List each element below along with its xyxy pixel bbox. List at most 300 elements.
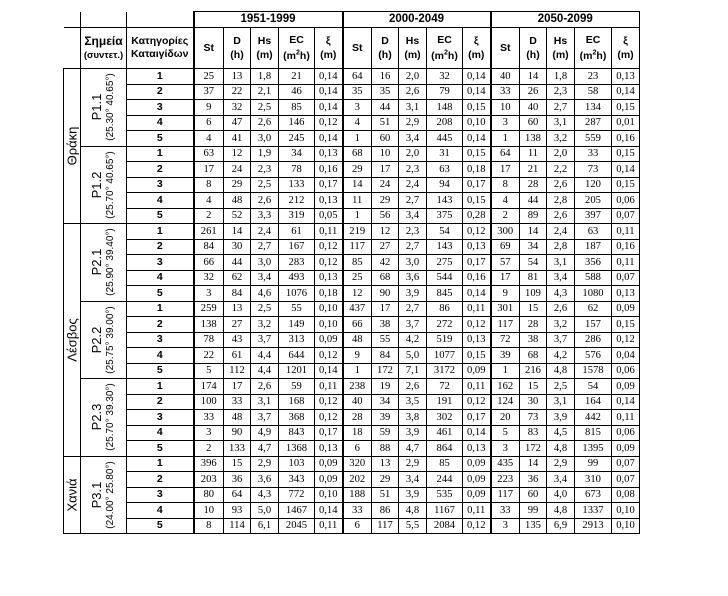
value-ec-p3: 1337	[575, 503, 612, 519]
value-ec-p1: 149	[279, 317, 315, 333]
col-header-hs-unit: (m)	[404, 49, 421, 61]
value-d-p1: 14	[224, 224, 251, 240]
value-d-p2: 27	[372, 239, 399, 255]
value-st-p2: 48	[343, 332, 372, 348]
value-ec-p2: 3172	[427, 363, 463, 379]
value-d-p1: 133	[224, 441, 251, 457]
value-ec-p3: 588	[575, 270, 612, 286]
value-hs-p1: 3,7	[251, 410, 279, 426]
value-hs-p3: 3,4	[547, 472, 575, 488]
value-st-p3: 64	[491, 146, 520, 162]
col-header-d-unit: (h)	[378, 49, 392, 61]
value-xi-p2: 0,14	[463, 84, 491, 100]
value-ec-p1: 313	[279, 332, 315, 348]
value-ec-p2: 63	[427, 162, 463, 178]
value-d-p1: 22	[224, 84, 251, 100]
value-xi-p1: 0,05	[315, 208, 343, 224]
value-ec-p1: 46	[279, 84, 315, 100]
value-hs-p3: 2,8	[547, 239, 575, 255]
value-xi-p1: 0,09	[315, 456, 343, 472]
category-cell: 2	[127, 317, 194, 333]
value-st-p2: 219	[343, 224, 372, 240]
value-d-p1: 114	[224, 518, 251, 534]
value-d-p3: 21	[520, 162, 547, 178]
value-xi-p3: 0,07	[612, 472, 640, 488]
col-header-d	[372, 28, 399, 69]
value-d-p2: 51	[372, 487, 399, 503]
value-d-p3: 54	[520, 255, 547, 271]
value-ec-p3: 815	[575, 425, 612, 441]
value-ec-p1: 1076	[279, 286, 315, 302]
value-hs-p2: 2,9	[399, 115, 427, 131]
value-ec-p2: 375	[427, 208, 463, 224]
value-ec-p3: 134	[575, 100, 612, 116]
ec-unit-pre: (m	[579, 50, 593, 63]
value-xi-p1: 0,13	[315, 193, 343, 209]
point-coordinates: (24.00° 25.80°)	[104, 461, 116, 529]
value-hs-p3: 2,6	[547, 208, 575, 224]
value-st-p2: 3	[343, 100, 372, 116]
value-ec-p2: 31	[427, 146, 463, 162]
value-hs-p1: 3,3	[251, 208, 279, 224]
value-st-p1: 8	[194, 177, 224, 193]
value-ec-p3: 99	[575, 456, 612, 472]
value-hs-p1: 4,6	[251, 286, 279, 302]
point-coordinates: (25.70° 39.30°)	[104, 383, 116, 451]
table-row	[64, 193, 640, 209]
col-header-st	[491, 28, 520, 69]
value-ec-p3: 287	[575, 115, 612, 131]
value-st-p2: 35	[343, 84, 372, 100]
value-hs-p3: 3,4	[547, 270, 575, 286]
value-xi-p2: 0,12	[463, 518, 491, 534]
value-ec-p2: 79	[427, 84, 463, 100]
value-hs-p2: 2,0	[399, 146, 427, 162]
value-ec-p1: 34	[279, 146, 315, 162]
value-hs-p2: 2,7	[399, 239, 427, 255]
value-d-p3: 14	[520, 456, 547, 472]
value-st-p1: 84	[194, 239, 224, 255]
value-d-p3: 60	[520, 115, 547, 131]
value-ec-p2: 86	[427, 301, 463, 317]
value-hs-p3: 2,5	[547, 379, 575, 395]
value-ec-p3: 33	[575, 146, 612, 162]
value-st-p2: 238	[343, 379, 372, 395]
value-hs-p1: 3,1	[251, 394, 279, 410]
value-xi-p1: 0,13	[315, 441, 343, 457]
table-row	[64, 162, 640, 178]
value-d-p2: 59	[372, 425, 399, 441]
value-d-p3: 44	[520, 193, 547, 209]
value-ec-p3: 63	[575, 224, 612, 240]
value-xi-p3: 0,15	[612, 317, 640, 333]
col-header-d-unit: (h)	[526, 49, 540, 61]
category-cell: 5	[127, 286, 194, 302]
value-st-p2: 12	[343, 286, 372, 302]
category-cell: 3	[127, 100, 194, 116]
value-ec-p3: 673	[575, 487, 612, 503]
value-hs-p3: 6,9	[547, 518, 575, 534]
col-header-hs	[399, 28, 427, 69]
col-header-xi-label: ξ	[623, 35, 628, 47]
value-st-p2: 320	[343, 456, 372, 472]
value-ec-p3: 1080	[575, 286, 612, 302]
value-d-p2: 84	[372, 348, 399, 364]
value-xi-p3: 0,11	[612, 410, 640, 426]
point-cell	[81, 69, 127, 147]
value-st-p3: 57	[491, 255, 520, 271]
value-d-p1: 90	[224, 425, 251, 441]
value-hs-p1: 4,4	[251, 348, 279, 364]
value-st-p1: 10	[194, 503, 224, 519]
value-d-p3: 34	[520, 239, 547, 255]
value-xi-p2: 0,17	[463, 255, 491, 271]
value-xi-p3: 0,06	[612, 425, 640, 441]
value-hs-p3: 1,8	[547, 69, 575, 85]
point-label	[90, 151, 118, 219]
value-hs-p2: 4,7	[399, 441, 427, 457]
value-xi-p2: 0,10	[463, 115, 491, 131]
value-st-p3: 301	[491, 301, 520, 317]
value-hs-p3: 4,0	[547, 487, 575, 503]
value-xi-p3: 0,12	[612, 332, 640, 348]
value-st-p1: 259	[194, 301, 224, 317]
point-name: P3.1	[88, 481, 104, 509]
value-d-p1: 112	[224, 363, 251, 379]
value-st-p2: 188	[343, 487, 372, 503]
value-xi-p2: 0,14	[463, 286, 491, 302]
value-xi-p2: 0,14	[463, 131, 491, 147]
value-ec-p3: 286	[575, 332, 612, 348]
value-xi-p2: 0,12	[463, 224, 491, 240]
value-st-p3: 8	[491, 177, 520, 193]
value-xi-p3: 0,01	[612, 115, 640, 131]
value-xi-p3: 0,10	[612, 503, 640, 519]
value-hs-p1: 3,6	[251, 472, 279, 488]
point-label	[90, 229, 118, 297]
point-cell	[81, 379, 127, 457]
value-xi-p1: 0,12	[315, 115, 343, 131]
value-ec-p2: 445	[427, 131, 463, 147]
col-header-st-label: St	[500, 42, 511, 54]
value-d-p1: 64	[224, 487, 251, 503]
table-row	[64, 503, 640, 519]
value-d-p1: 17	[224, 379, 251, 395]
col-header-xi	[315, 28, 343, 69]
table-row	[64, 255, 640, 271]
value-hs-p1: 2,9	[251, 456, 279, 472]
value-st-p1: 80	[194, 487, 224, 503]
value-hs-p1: 2,1	[251, 84, 279, 100]
period-header-2: 2000-2049	[343, 12, 491, 28]
point-name: P2.3	[88, 403, 104, 431]
table-row	[64, 363, 640, 379]
value-xi-p3: 0,15	[612, 100, 640, 116]
col-header-hs-unit: (m)	[552, 49, 569, 61]
value-ec-p2: 143	[427, 239, 463, 255]
value-ec-p1: 843	[279, 425, 315, 441]
point-coordinates: (25.70° 40.65°)	[104, 151, 116, 219]
value-xi-p2: 0,12	[463, 317, 491, 333]
col-header-d	[224, 28, 251, 69]
table-row	[64, 425, 640, 441]
value-xi-p1: 0,09	[315, 332, 343, 348]
value-d-p3: 60	[520, 487, 547, 503]
value-xi-p3: 0,11	[612, 224, 640, 240]
ec-unit-pre: (m	[431, 50, 444, 63]
value-ec-p2: 535	[427, 487, 463, 503]
value-hs-p1: 4,7	[251, 441, 279, 457]
value-st-p3: 20	[491, 410, 520, 426]
value-d-p2: 88	[372, 441, 399, 457]
col-header-st-label: St	[352, 42, 363, 54]
value-d-p3: 30	[520, 394, 547, 410]
stations-header	[81, 28, 127, 69]
table-row	[64, 69, 640, 85]
table-row	[64, 84, 640, 100]
value-ec-p2: 1167	[427, 503, 463, 519]
value-d-p2: 38	[372, 317, 399, 333]
value-ec-p2: 208	[427, 115, 463, 131]
value-st-p1: 5	[194, 363, 224, 379]
value-xi-p3: 0,07	[612, 270, 640, 286]
region-cell	[64, 69, 81, 224]
value-st-p1: 6	[194, 115, 224, 131]
value-xi-p2: 0,13	[463, 239, 491, 255]
col-header-d	[520, 28, 547, 69]
value-hs-p1: 4,3	[251, 487, 279, 503]
value-hs-p3: 3,1	[547, 394, 575, 410]
value-xi-p3: 0,09	[612, 301, 640, 317]
value-st-p2: 1	[343, 208, 372, 224]
table-row	[64, 379, 640, 395]
value-d-p3: 15	[520, 379, 547, 395]
column-header-row	[64, 28, 640, 69]
value-xi-p1: 0,10	[315, 301, 343, 317]
col-header-ec-label: EC	[437, 33, 452, 46]
value-hs-p1: 3,2	[251, 317, 279, 333]
value-xi-p1: 0,12	[315, 348, 343, 364]
value-st-p3: 162	[491, 379, 520, 395]
value-xi-p2: 0,14	[463, 425, 491, 441]
value-hs-p2: 5,5	[399, 518, 427, 534]
value-xi-p2: 0,15	[463, 193, 491, 209]
col-header-ec-label: EC	[585, 33, 601, 46]
value-hs-p2: 2,6	[399, 379, 427, 395]
value-ec-p2: 845	[427, 286, 463, 302]
value-d-p1: 32	[224, 100, 251, 116]
value-st-p1: 8	[194, 518, 224, 534]
corner-blank-4	[64, 28, 81, 69]
table-row	[64, 301, 640, 317]
corner-blank-3	[127, 12, 194, 28]
value-d-p2: 10	[372, 146, 399, 162]
point-coordinates: (25.90° 39.40°)	[104, 228, 116, 296]
value-hs-p1: 2,5	[251, 100, 279, 116]
value-st-p2: 68	[343, 146, 372, 162]
point-cell	[81, 224, 127, 302]
value-hs-p2: 5,0	[399, 348, 427, 364]
value-d-p3: 14	[520, 224, 547, 240]
value-xi-p3: 0,07	[612, 208, 640, 224]
value-hs-p2: 3,4	[399, 131, 427, 147]
value-st-p2: 29	[343, 162, 372, 178]
value-hs-p1: 3,4	[251, 270, 279, 286]
value-st-p1: 138	[194, 317, 224, 333]
value-hs-p3: 4,8	[547, 363, 575, 379]
value-ec-p3: 23	[575, 69, 612, 85]
table-row	[64, 177, 640, 193]
region-cell	[64, 224, 81, 457]
category-cell: 4	[127, 115, 194, 131]
value-d-p1: 13	[224, 69, 251, 85]
value-ec-p3: 120	[575, 177, 612, 193]
value-hs-p1: 3,0	[251, 131, 279, 147]
value-xi-p2: 0,28	[463, 208, 491, 224]
table-row	[64, 286, 640, 302]
value-d-p2: 17	[372, 162, 399, 178]
category-cell: 3	[127, 487, 194, 503]
value-xi-p2: 0,09	[463, 487, 491, 503]
category-cell: 4	[127, 270, 194, 286]
value-st-p2: 6	[343, 518, 372, 534]
value-st-p2: 64	[343, 69, 372, 85]
col-header-ec	[575, 28, 612, 69]
value-d-p1: 93	[224, 503, 251, 519]
value-ec-p2: 2084	[427, 518, 463, 534]
point-cell	[81, 146, 127, 224]
value-xi-p3: 0,04	[612, 348, 640, 364]
col-header-d-label: D	[233, 35, 241, 47]
value-d-p3: 11	[520, 146, 547, 162]
value-xi-p1: 0,11	[315, 224, 343, 240]
point-label	[90, 461, 118, 529]
value-hs-p2: 2,7	[399, 193, 427, 209]
col-header-d-label: D	[381, 35, 389, 47]
value-st-p3: 9	[491, 286, 520, 302]
value-ec-p3: 442	[575, 410, 612, 426]
col-header-ec	[279, 28, 315, 69]
value-st-p2: 9	[343, 348, 372, 364]
category-cell: 4	[127, 425, 194, 441]
value-hs-p1: 3,0	[251, 255, 279, 271]
value-d-p2: 51	[372, 115, 399, 131]
period-header-row	[64, 12, 640, 28]
value-ec-p2: 54	[427, 224, 463, 240]
value-d-p3: 36	[520, 472, 547, 488]
value-st-p3: 435	[491, 456, 520, 472]
category-cell: 4	[127, 193, 194, 209]
value-ec-p3: 1395	[575, 441, 612, 457]
value-d-p2: 55	[372, 332, 399, 348]
value-st-p2: 437	[343, 301, 372, 317]
value-hs-p1: 2,7	[251, 239, 279, 255]
value-st-p3: 1	[491, 131, 520, 147]
value-d-p1: 13	[224, 301, 251, 317]
value-ec-p3: 54	[575, 379, 612, 395]
table-row	[64, 224, 640, 240]
stations-header-sub: (συντετ.)	[83, 49, 124, 61]
value-hs-p3: 3,2	[547, 317, 575, 333]
value-ec-p1: 78	[279, 162, 315, 178]
point-name: P1.2	[88, 171, 104, 199]
value-st-p3: 117	[491, 487, 520, 503]
value-hs-p3: 2,6	[547, 301, 575, 317]
value-d-p2: 39	[372, 410, 399, 426]
col-header-hs-label: Hs	[257, 35, 272, 47]
value-ec-p1: 167	[279, 239, 315, 255]
value-st-p2: 85	[343, 255, 372, 271]
value-st-p1: 3	[194, 425, 224, 441]
value-d-p1: 36	[224, 472, 251, 488]
value-d-p1: 44	[224, 255, 251, 271]
value-st-p1: 66	[194, 255, 224, 271]
category-cell: 4	[127, 348, 194, 364]
value-hs-p2: 3,1	[399, 100, 427, 116]
value-d-p1: 12	[224, 146, 251, 162]
table-row	[64, 518, 640, 534]
category-cell: 5	[127, 441, 194, 457]
value-st-p2: 202	[343, 472, 372, 488]
value-xi-p3: 0,11	[612, 255, 640, 271]
value-st-p3: 300	[491, 224, 520, 240]
value-st-p3: 17	[491, 162, 520, 178]
col-header-st	[343, 28, 372, 69]
value-xi-p1: 0,10	[315, 487, 343, 503]
value-st-p2: 117	[343, 239, 372, 255]
value-ec-p2: 94	[427, 177, 463, 193]
value-ec-p2: 1077	[427, 348, 463, 364]
value-st-p3: 3	[491, 441, 520, 457]
value-xi-p1: 0,14	[315, 503, 343, 519]
value-d-p3: 89	[520, 208, 547, 224]
value-d-p1: 33	[224, 394, 251, 410]
value-hs-p2: 3,8	[399, 410, 427, 426]
value-xi-p2: 0,11	[463, 503, 491, 519]
value-ec-p2: 85	[427, 456, 463, 472]
value-xi-p2: 0,15	[463, 100, 491, 116]
value-hs-p2: 4,2	[399, 332, 427, 348]
value-hs-p3: 2,4	[547, 224, 575, 240]
value-hs-p3: 2,0	[547, 146, 575, 162]
table-body	[64, 69, 640, 534]
category-cell: 1	[127, 379, 194, 395]
table-row	[64, 410, 640, 426]
value-hs-p2: 7,1	[399, 363, 427, 379]
value-d-p2: 16	[372, 69, 399, 85]
value-hs-p2: 3,9	[399, 286, 427, 302]
point-cell	[81, 301, 127, 379]
value-xi-p3: 0,09	[612, 441, 640, 457]
value-ec-p1: 212	[279, 193, 315, 209]
value-xi-p3: 0,08	[612, 487, 640, 503]
category-cell: 2	[127, 162, 194, 178]
value-ec-p3: 310	[575, 472, 612, 488]
value-xi-p3: 0,15	[612, 177, 640, 193]
value-d-p2: 172	[372, 363, 399, 379]
value-st-p2: 25	[343, 270, 372, 286]
value-st-p3: 72	[491, 332, 520, 348]
col-header-ec-label: EC	[289, 33, 304, 46]
value-ec-p2: 461	[427, 425, 463, 441]
value-ec-p1: 368	[279, 410, 315, 426]
col-header-xi	[612, 28, 640, 69]
value-d-p1: 41	[224, 131, 251, 147]
value-d-p3: 26	[520, 84, 547, 100]
value-d-p2: 35	[372, 84, 399, 100]
value-xi-p1: 0,18	[315, 286, 343, 302]
value-d-p3: 172	[520, 441, 547, 457]
